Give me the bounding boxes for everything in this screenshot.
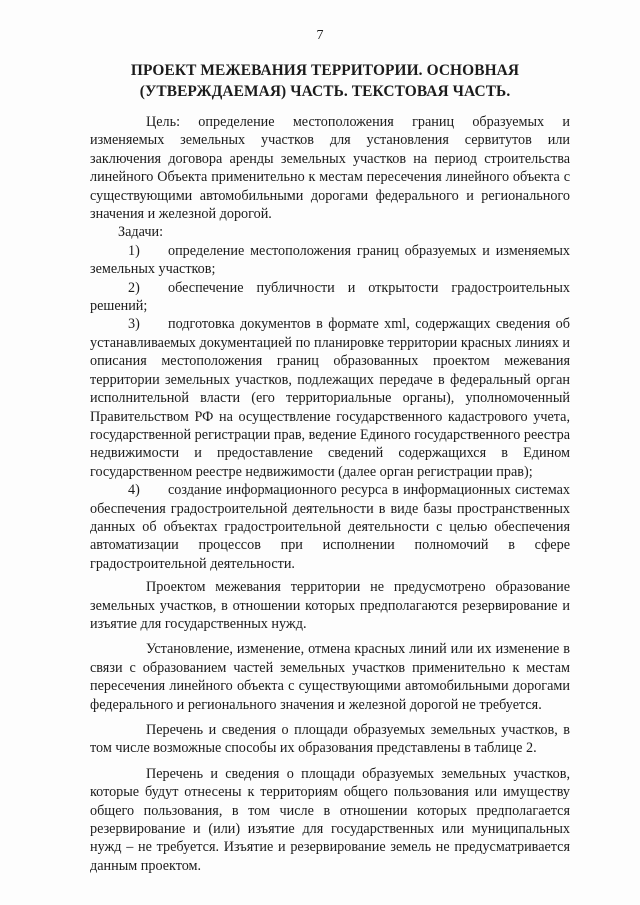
title-line-2: (УТВЕРЖДАЕМАЯ) ЧАСТЬ. ТЕКСТОВАЯ ЧАСТЬ. xyxy=(139,83,511,100)
task-text: создание информационного ресурса в информационных системах обеспечения градостроительной деятельности в виде базы пространственных данных об объектах градостроительной деятельности с целью обеспечения автоматизации процессов при исполнении полномочий в сфере градостроительной деятельности. xyxy=(90,482,570,572)
tasks-heading: Задачи: xyxy=(118,224,164,241)
task-item xyxy=(90,279,570,316)
document-body xyxy=(90,113,570,875)
body-paragraph: Перечень и сведения о площади образуемых земельных участков, в том числе возможные способы их образования представлены в таблице 2. xyxy=(90,722,570,757)
body-paragraph: Проектом межевания территории не предусмотрено образование земельных участков, в отношении которых предполагаются резервирование и изъятие для государственных нужд. xyxy=(90,579,570,632)
task-number: 3) xyxy=(128,316,140,333)
task-text: подготовка документов в формате xml, содержащих сведения об устанавливаемых документацией по планировке территории красных линиях и описания местоположения границ образованных проектом межевания территории земельных участков, подлежащих передаче в федеральный орган исполнительной власти (его территориальные органы), уполномоченный Правительством РФ на осуществление государственного кадастрового учета, государственной регистрации прав, ведение Единого государственного реестра недвижимости и предоставление сведений содержащихся в Едином государственном реестре недвижимости (далее орган регистрации прав); xyxy=(90,316,570,480)
task-item xyxy=(90,242,570,279)
task-item xyxy=(90,481,570,573)
body-paragraph: Установление, изменение, отмена красных линий или их изменение в связи с образованием частей земельных участков применительно к местам пересечения линейного объекта с существующими автомобильными дорогами федерального и регионального значения и железной дорогой не требуется. xyxy=(90,641,570,713)
task-number: 4) xyxy=(128,482,140,499)
task-item xyxy=(90,315,570,481)
title-line-1: ПРОЕКТ МЕЖЕВАНИЯ ТЕРРИТОРИИ. ОСНОВНАЯ xyxy=(130,62,520,79)
task-number: 2) xyxy=(128,279,140,296)
document-title xyxy=(90,60,560,102)
body-paragraph: Перечень и сведения о площади образуемых земельных участков, которые будут отнесены к территориям общего пользования или имуществу общего пользования, в том числе в отношении которых предполагается резервирование и (или) изъятие для государственных или муниципальных нужд – не требуется. Изъятие и резервирование земель не предусматривается данным проектом. xyxy=(90,765,570,874)
page-number: 7 xyxy=(316,28,324,43)
goal-paragraph: Цель: определение местоположения границ образуемых и изменяемых земельных участков для установления сервитутов или заключения договора аренды земельных участков на период строительства линейного Объекта применительно к местам пересечения линейного объекта с существующими автомобильными дорогами федерального и регионального значения и железной дорогой. xyxy=(90,114,570,223)
task-text: обеспечение публичности и открытости градостроительных решений; xyxy=(90,279,570,315)
task-text: определение местоположения границ образуемых и изменяемых земельных участков; xyxy=(90,242,570,278)
task-number: 1) xyxy=(128,242,140,259)
